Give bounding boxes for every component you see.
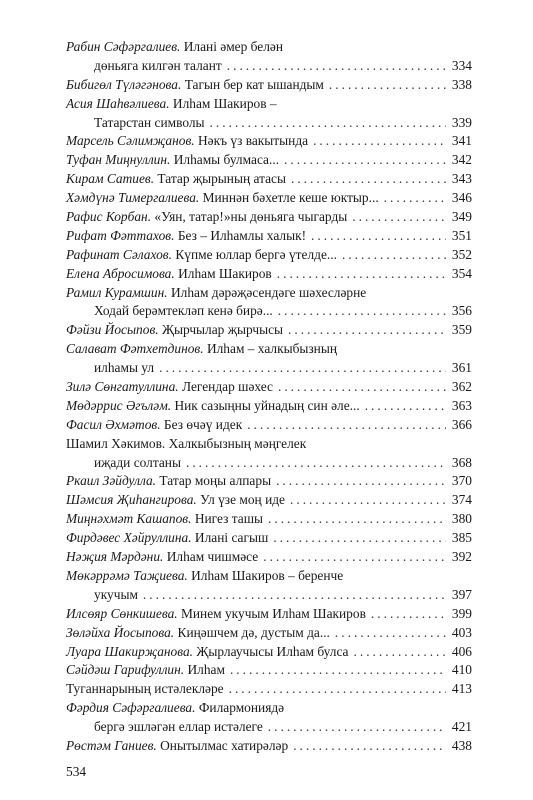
leader-dots [288,321,446,340]
toc-entry-line [66,397,472,416]
toc-author: Бибигөл Түләгәнова. [66,76,182,92]
toc-entry-line [66,57,472,76]
toc-entry-line [66,548,472,567]
toc-entry-text [94,359,154,378]
toc-title: дөньяга килгән талант [94,57,222,73]
leader-dots [278,378,446,397]
toc-entry-text [66,643,349,662]
toc-title: Илһамы булмаса... [173,152,280,168]
toc-entry-line [66,586,472,605]
toc-entry-text [94,454,181,473]
leader-dots [210,114,446,133]
toc-title: укучым [94,586,138,602]
toc-title: Илһам чишмәсе [166,549,259,565]
toc-title: Илһам дәрәҗәсендәге шәхесләрне [170,284,367,300]
toc-page-number: 338 [451,76,472,92]
toc-entry-text [66,435,306,454]
toc-title: Татарстан символы [94,114,205,130]
toc-title: Онытылмас хатирәләр [160,737,289,753]
toc-entry-line [66,170,472,189]
toc-page-number: 403 [451,624,472,640]
toc-entry-text [66,491,285,510]
toc-title: Илһам Шакиров – [172,95,277,111]
leader-dots [365,397,446,416]
toc-author: Зилә Сөнгатуллина. [66,379,179,395]
toc-title: Ник сазыңны уйнадың син әле... [174,397,360,413]
toc-author: Фирдәвес Хәйруллина. [66,530,192,546]
toc-title: Туганнарының истәлекләре [66,681,224,697]
toc-entry-text [66,189,379,208]
toc-entry-text [66,246,337,265]
toc-page-number: 421 [451,719,472,735]
toc-title: Миннән бәхетле кеше юктыр... [202,190,379,206]
toc-title: Илһам – халкыбызның [206,341,338,357]
toc-author: Зөләйха Йосыпова. [66,624,175,640]
leader-dots [263,548,446,567]
toc-entry-line [66,227,472,246]
toc-title: Иланi әмер белән [183,39,284,54]
toc-title: Илһам Шакиров – беренче [191,567,344,583]
toc-page-number: 342 [451,152,472,168]
toc-author: Рамил Курамшин. [66,284,168,300]
toc-entry-line [66,208,472,227]
toc-page-number: 346 [451,190,472,206]
toc-page-number: 343 [451,171,472,187]
toc-author: Рифат Фәттахов. [66,227,175,243]
toc-entry-text [66,284,366,303]
toc-title: Ходай берәмтекләп кенә бирә... [94,303,273,319]
leader-dots [291,170,446,189]
toc-author: Миңнәхмәт Кашапов. [66,511,192,527]
toc-author: Нәҗия Мәрдәни. [66,549,164,565]
toc-title: бергә эшләгән еллар истәлеге [94,719,263,735]
toc-title: Татар моңы алпары [159,473,272,489]
toc-entry-text [94,302,273,321]
toc-entry-line [66,265,472,284]
toc-page-number: 370 [451,473,472,489]
toc-entry-line [66,321,472,340]
toc-entry-line [66,151,472,170]
toc-entry-text [66,170,286,189]
toc-page-number: 385 [451,530,472,546]
toc-page-number: 366 [451,416,472,432]
toc-entry-text [66,76,324,95]
toc-entry-line [66,643,472,662]
toc-entry-text [94,114,205,133]
toc-entry-text [94,586,138,605]
toc-entry-text [66,227,306,246]
toc-author: Фәрдия Сәфәргалиева. [66,700,196,716]
leader-dots [342,246,446,265]
toc-author: Шәмсия Җиһангирова. [66,492,197,508]
leader-dots [371,605,446,624]
toc-entry-line [66,95,472,114]
toc-title: Илһам [187,662,225,678]
toc-page-number: 397 [451,586,472,602]
toc-page-number: 354 [451,265,472,281]
toc-title: илһамы ул [94,360,155,376]
toc-page-number: 349 [451,209,472,225]
toc-author: Марсель Сәлимҗанов. [66,133,195,149]
toc-page-number: 413 [451,681,472,697]
toc-title: Тагын бер кат ышандым [184,76,324,92]
toc-entry-line [66,302,472,321]
toc-entry-text [66,132,308,151]
toc-title: Без – Илһамлы халык! [177,227,307,243]
toc-title: Җырлаучысы Илһам булса [196,643,349,659]
toc-entry-line [66,359,472,378]
toc-title: Нигез ташы [194,511,264,527]
leader-dots [329,76,446,95]
toc-entry-line [66,340,472,359]
toc-title: Без өчәү идек [163,416,243,432]
toc-page-number: 359 [451,322,472,338]
toc-entry-text [94,718,263,737]
toc-title: Иланi сагыш [194,530,269,546]
toc-entry-line [66,624,472,643]
toc-entry-text [66,416,242,435]
leader-dots [227,57,446,76]
toc-entry-line [66,416,472,435]
leader-dots [247,416,446,435]
toc-entry-text [66,624,330,643]
toc-entry-line [66,661,472,680]
toc-entry-line [66,76,472,95]
toc-entry-text [66,265,272,284]
leader-dots [284,151,446,170]
toc-page-number: 334 [451,57,472,73]
leader-dots [311,227,446,246]
toc-page-number: 361 [451,360,472,376]
toc-title: Нәкъ үз вакытында [197,133,309,149]
toc-author: Асия Шаһвәлиева. [66,95,170,111]
toc-entry-line [66,491,472,510]
toc-entry-text [66,548,258,567]
toc-title: Татар җырының атасы [157,171,286,187]
leader-dots [354,643,446,662]
toc-entry-text [66,38,283,57]
toc-title: Күпме юллар бергә үтелде... [175,246,337,262]
toc-entry-text [66,472,271,491]
toc-entry-text [66,208,347,227]
toc-entry-text [66,737,288,756]
toc-author: Рафинат Сәлахов. [66,246,172,262]
toc-title: Җырчылар җырчысы [161,322,284,338]
toc-entry-line [66,605,472,624]
toc-author: Илсөяр Сөнкишева. [66,605,178,621]
toc-entry-text [66,567,343,586]
toc-author: Мөдәррис Әгъләм. [66,397,172,413]
toc-entry-text [66,151,279,170]
toc-entry-line [66,114,472,133]
toc-entry-text [66,605,366,624]
toc-author: Елена Абросимова. [66,265,175,281]
toc-entry-text [66,699,284,718]
toc-author: Рөстәм Ганиев. [66,737,157,753]
leader-dots [293,737,446,756]
toc-page-number: 368 [451,454,472,470]
toc-entry-text [66,529,268,548]
toc-entry-text [94,57,222,76]
toc-title: Легендар шәхес [181,379,273,395]
toc-page-number: 406 [451,643,472,659]
toc-author: Луара Шакирҗанова. [66,643,194,659]
toc-entry-line [66,378,472,397]
toc-entry-line [66,718,472,737]
toc-page-number: 399 [451,605,472,621]
toc-author: Салават Фәтхетдинов. [66,341,204,357]
leader-dots [290,491,446,510]
toc-entry-text [66,378,273,397]
page-number: 534 [66,764,87,779]
toc-page-number: 410 [451,662,472,678]
toc-entry-text [66,95,277,114]
toc-author: Мөкәррәмә Таҗиева. [66,567,188,583]
toc-page-number: 380 [451,511,472,527]
toc-author: Ркаил Зәйдулла. [66,473,157,489]
toc-author: Рафис Корбан. [66,209,152,225]
toc-title: Ул үзе моң иде [200,492,285,508]
toc-entry-text [66,680,224,699]
toc-entry-text [66,321,283,340]
leader-dots [229,680,446,699]
toc-entry-line [66,189,472,208]
toc-title: Киңәшчем дә, дустым да... [177,624,330,640]
toc-page-number: 438 [451,737,472,753]
leader-dots [335,624,446,643]
toc-author: Сәйдәш Гарифуллин. [66,662,185,678]
leader-dots [273,529,446,548]
toc-author: Фәйзи Йосыпов. [66,322,159,338]
toc-author: Туфан Миңнуллин. [66,152,171,168]
toc-entry-text [66,397,360,416]
toc-entry-line [66,435,472,454]
toc-page-number: 351 [451,227,472,243]
leader-dots [313,132,446,151]
toc-page-number: 339 [451,114,472,130]
toc-entry-text [66,661,225,680]
toc-page-number: 356 [451,303,472,319]
toc-entry-line [66,680,472,699]
leader-dots [230,661,446,680]
toc-entry-text [66,340,337,359]
toc-entry-line [66,284,472,303]
toc-page-number: 363 [451,397,472,413]
toc-page-number: 352 [451,246,472,262]
toc-author: Фасил Әхмәтов. [66,416,161,432]
toc-page-number: 392 [451,549,472,565]
toc-title: «Уян, татар!»ны дөньяга чыгарды [154,209,348,225]
toc-page-number: 341 [451,133,472,149]
leader-dots [268,510,446,529]
toc-title: Шамил Хәкимов. Халкыбызның мәңгелек [66,435,307,451]
leader-dots [143,586,446,605]
toc-author: Рабин Сәфәргалиев. [66,39,181,54]
toc-entry-text [66,510,263,529]
toc-page-number: 362 [451,379,472,395]
leader-dots [384,189,446,208]
toc-entry-line [66,567,472,586]
leader-dots [352,208,446,227]
leader-dots [277,265,446,284]
leader-dots [159,359,446,378]
toc-entry-line [66,529,472,548]
toc-author: Хәмдүнә Тимергалиева. [66,190,200,206]
table-of-contents [66,38,472,756]
toc-title: иҗади солтаны [94,454,181,470]
leader-dots [186,454,446,473]
toc-entry-line [66,38,472,57]
toc-entry-line [66,737,472,756]
toc-entry-line [66,699,472,718]
toc-entry-line [66,510,472,529]
toc-entry-line [66,246,472,265]
toc-entry-line [66,472,472,491]
toc-title: Минем укучым Илһам Шакиров [180,605,366,621]
toc-entry-line [66,132,472,151]
toc-title: Илһам Шакиров [178,265,272,281]
toc-page-number: 374 [451,492,472,508]
toc-title: Филармониядә [198,700,285,716]
leader-dots [268,718,446,737]
toc-author: Кирам Сатиев. [66,171,155,187]
leader-dots [276,472,446,491]
leader-dots [278,302,446,321]
toc-entry-line [66,454,472,473]
